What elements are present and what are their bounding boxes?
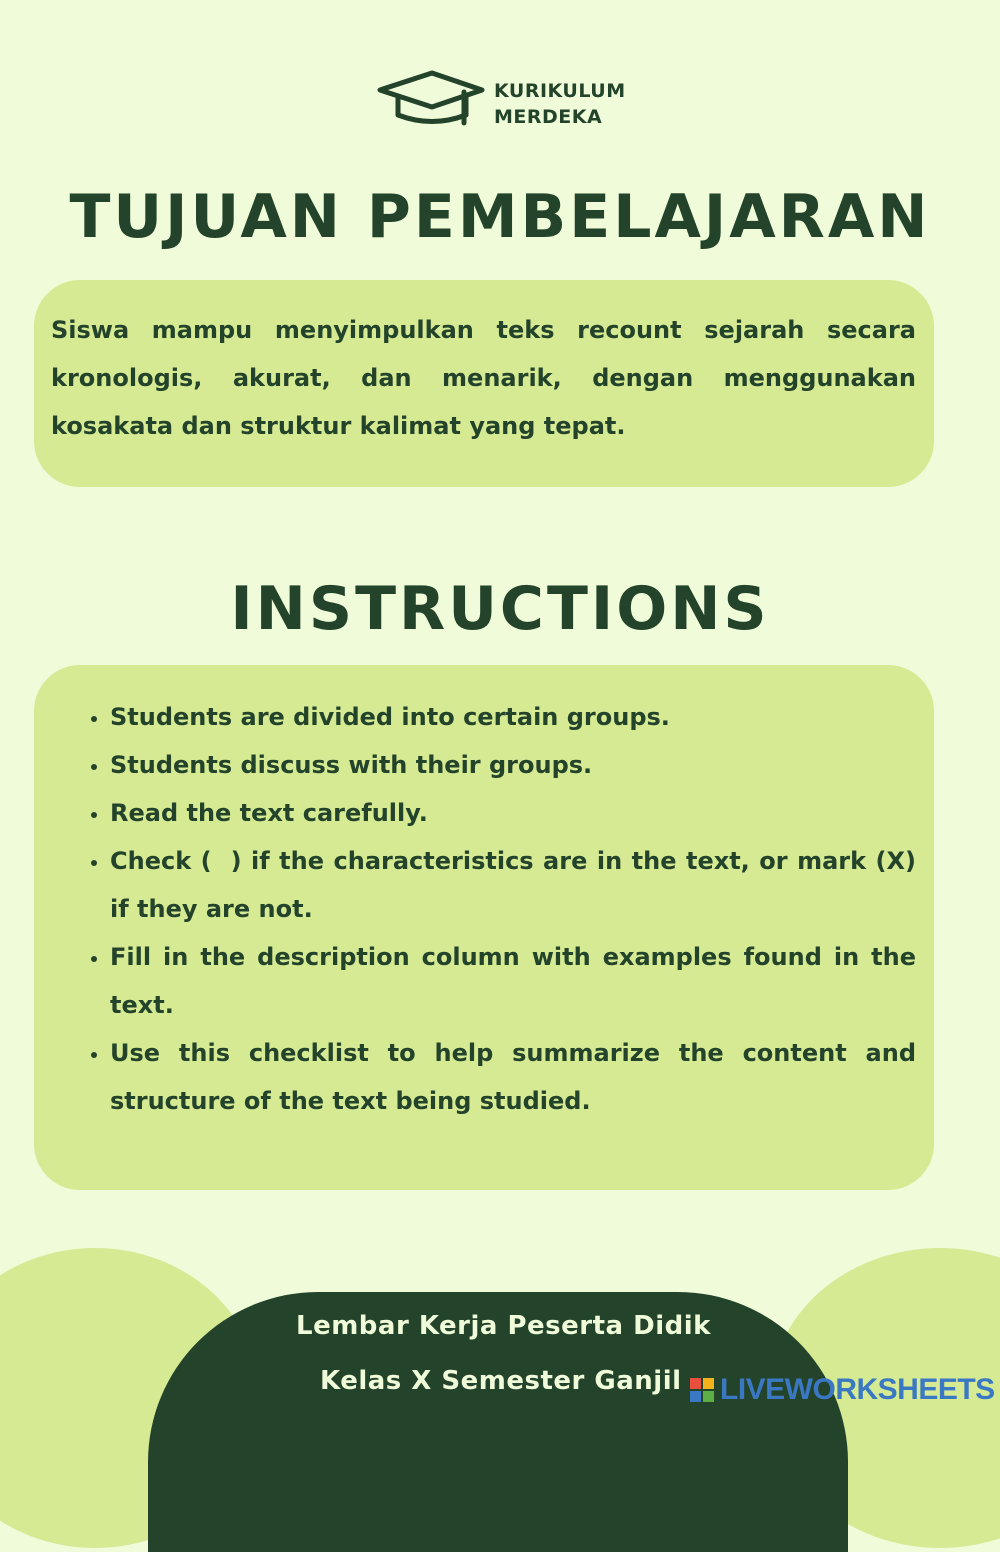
liveworksheets-text: LIVEWORKSHEETS xyxy=(720,1373,995,1406)
instruction-item: • Read the text carefully. xyxy=(110,789,916,837)
logo-text xyxy=(494,78,626,130)
learning-goal-panel xyxy=(34,280,934,487)
kurikulum-merdeka-logo xyxy=(376,68,636,132)
footer-subtitle: Kelas X Semester Ganjil xyxy=(320,1366,682,1396)
instruction-item: • Fill in the description column with examples found in the text. xyxy=(110,933,916,1029)
instruction-item: • Use this checklist to help summarize the content and structure of the text being studied. xyxy=(110,1029,916,1125)
liveworksheets-watermark xyxy=(690,1372,995,1408)
instructions-list xyxy=(76,693,916,1125)
instructions-heading: INSTRUCTIONS xyxy=(230,574,770,644)
footer-title: Lembar Kerja Peserta Didik xyxy=(296,1311,711,1341)
logo-line-1: KURIKULUM xyxy=(494,80,626,102)
graduation-cap-icon xyxy=(376,68,488,130)
instruction-item: • Students are divided into certain groups. xyxy=(110,693,916,741)
learning-goal-heading: TUJUAN PEMBELAJARAN xyxy=(69,182,931,252)
liveworksheets-icon xyxy=(690,1378,714,1402)
instructions-panel xyxy=(34,665,934,1190)
instruction-item: • Check ( ) if the characteristics are in the text, or mark (X) if they are not. xyxy=(110,837,916,933)
learning-goal-text: Siswa mampu menyimpulkan teks recount sejarah secara kronologis, akurat, dan menarik, dengan menggunakan kosakata dan struktur kalimat yang tepat. xyxy=(51,316,916,440)
logo-line-2: MERDEKA xyxy=(494,106,603,128)
instruction-item: • Students discuss with their groups. xyxy=(110,741,916,789)
